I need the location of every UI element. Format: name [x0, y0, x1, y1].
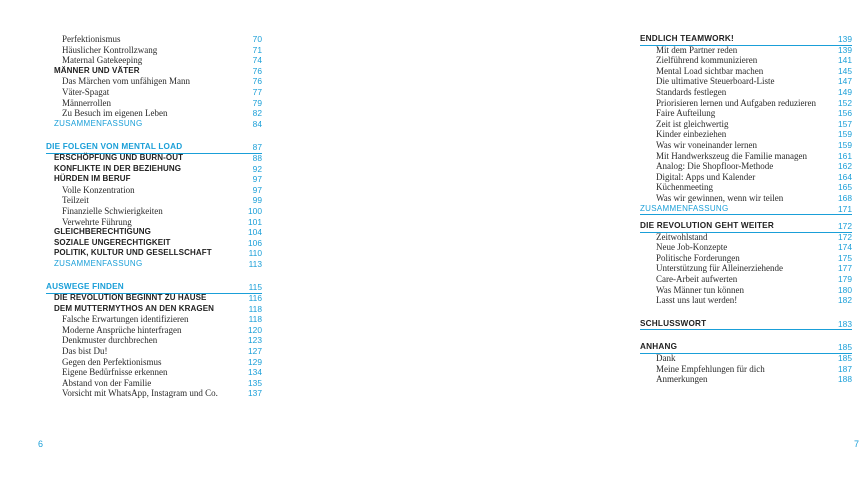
toc-entry-page: 110	[248, 248, 262, 259]
toc-entry-title: Zeitwohlstand	[656, 231, 708, 242]
toc-section-entry	[46, 282, 262, 293]
toc-gap	[46, 269, 262, 282]
toc-entry-title: Gegen den Perfektionismus	[62, 356, 162, 367]
toc-entry-title: POLITIK, KULTUR UND GESELLSCHAFT	[54, 248, 212, 258]
toc-entry-title: Finanzielle Schwierigkeiten	[62, 205, 163, 216]
toc-entry-title: Vorsicht mit WhatsApp, Instagram und Co.	[62, 388, 218, 399]
toc-section-entry	[640, 342, 852, 353]
toc-entry-page: 157	[838, 118, 852, 129]
toc-chapter-entry	[46, 248, 262, 259]
toc-entry-page: 185	[838, 342, 852, 353]
toc-subentry	[640, 353, 852, 364]
toc-entry-title: Unterstützung für Alleinerziehende	[656, 263, 783, 274]
toc-subentry	[640, 140, 852, 151]
toc-subentry	[46, 357, 262, 368]
toc-entry-title: Meine Empfehlungen für dich	[656, 363, 765, 374]
toc-subentry	[46, 45, 262, 56]
toc-chapter-entry	[46, 66, 262, 77]
toc-entry-page: 92	[252, 163, 262, 174]
toc-entry-page: 180	[838, 284, 852, 295]
toc-subentry	[46, 76, 262, 87]
toc-entry-title: Zielführend kommunizieren	[656, 55, 758, 66]
toc-section-entry	[640, 204, 852, 215]
toc-gap	[640, 329, 852, 342]
toc-entry-page: 182	[838, 295, 852, 306]
toc-subentry	[640, 76, 852, 87]
toc-entry-title: Perfektionismus	[62, 34, 121, 44]
toc-entry-title: Küchenmeeting	[656, 182, 713, 193]
toc-entry-page: 129	[248, 356, 262, 367]
toc-chapter-entry	[46, 164, 262, 175]
toc-entry-title: Abstand von der Familie	[62, 377, 152, 388]
toc-entry-page: 99	[252, 195, 262, 206]
toc-entry-title: Analog: Die Shopfloor-Methode	[656, 161, 774, 172]
toc-entry-page: 71	[252, 44, 262, 55]
toc-entry-title: Eigene Bedürfnisse erkennen	[62, 367, 168, 378]
toc-section-entry	[640, 34, 852, 45]
toc-entry-page: 152	[838, 97, 852, 108]
toc-entry-title: Mit Handwerkszeug die Familie managen	[656, 150, 807, 161]
toc-entry-title: Mit dem Partner reden	[656, 44, 738, 55]
toc-entry-title: Digital: Apps und Kalender	[656, 171, 756, 182]
toc-entry-title: Priorisieren lernen und Aufgaben reduzieren	[656, 97, 816, 108]
toc-entry-title: Falsche Erwartungen identifizieren	[62, 314, 189, 325]
toc-entry-page: 159	[838, 139, 852, 150]
toc-entry-page: 139	[838, 34, 852, 44]
toc-entry-title: Faire Aufteilung	[656, 108, 716, 119]
toc-entry-title: KONFLIKTE IN DER BEZIEHUNG	[54, 163, 182, 173]
toc-subentry	[46, 98, 262, 109]
toc-subentry	[640, 274, 852, 285]
toc-subentry	[46, 206, 262, 217]
toc-subentry	[46, 185, 262, 196]
toc-entry-title: HÜRDEN IM BERUF	[54, 174, 131, 184]
toc-entry-page: 77	[252, 86, 262, 97]
toc-chapter-entry	[46, 119, 262, 130]
toc-entry-page: 145	[838, 65, 852, 76]
toc-entry-page: 116	[248, 293, 262, 304]
toc-gap	[640, 214, 852, 221]
toc-entry-title: Zu Besuch im eigenen Leben	[62, 108, 168, 119]
toc-entry-title: Anmerkungen	[656, 374, 708, 385]
toc-entry-page: 172	[838, 221, 852, 232]
toc-entry-page: 165	[838, 182, 852, 193]
toc-entry-title: Volle Konzentration	[62, 184, 135, 195]
toc-entry-page: 183	[838, 318, 852, 329]
toc-entry-page: 159	[838, 129, 852, 140]
toc-entry-page: 137	[248, 388, 262, 399]
toc-entry-title: Die ultimative Steuerboard-Liste	[656, 76, 775, 87]
toc-entry-page: 79	[252, 97, 262, 108]
toc-entry-page: 161	[838, 150, 852, 161]
toc-entry-page: 141	[838, 55, 852, 66]
toc-entry-title: DEM MUTTERMYTHOS AN DEN KRAGEN	[54, 303, 215, 313]
toc-subentry	[46, 335, 262, 346]
toc-subentry	[640, 374, 852, 385]
toc-entry-page: 76	[252, 65, 262, 76]
toc-entry-page: 177	[838, 263, 852, 274]
toc-entry-title: Neue Job-Konzepte	[656, 242, 728, 253]
toc-entry-page: 87	[252, 142, 262, 153]
toc-subentry	[640, 285, 852, 296]
toc-entry-page: 97	[252, 184, 262, 195]
toc-entry-page: 147	[838, 76, 852, 87]
toc-entry-page: 168	[838, 192, 852, 203]
toc-subentry	[640, 119, 852, 130]
toc-entry-page: 185	[838, 353, 852, 364]
toc-subentry	[640, 108, 852, 119]
toc-section-entry	[640, 319, 852, 330]
toc-entry-page: 100	[248, 205, 262, 216]
toc-chapter-entry	[46, 259, 262, 270]
toc-entry-title: Verwehrte Führung	[62, 216, 132, 227]
toc-entry-title: Was wir gewinnen, wenn wir teilen	[656, 192, 784, 203]
toc-entry-page: 106	[248, 237, 262, 248]
toc-subentry	[46, 367, 262, 378]
toc-entry-page: 104	[248, 227, 262, 238]
toc-subentry	[640, 55, 852, 66]
toc-subentry	[46, 87, 262, 98]
toc-subentry	[46, 108, 262, 119]
toc-entry-page: 188	[838, 374, 852, 385]
toc-section-entry	[46, 142, 262, 153]
toc-entry-title: Moderne Ansprüche hinterfragen	[62, 324, 182, 335]
toc-entry-title: Zeit ist gleichwertig	[656, 118, 729, 129]
toc-entry-title: Das bist Du!	[62, 346, 108, 357]
toc-subentry	[46, 217, 262, 228]
toc-entry-title: DIE FOLGEN VON MENTAL LOAD	[46, 142, 183, 152]
toc-entry-title: Was Männer tun können	[656, 284, 745, 295]
toc-entry-page: 149	[838, 86, 852, 97]
toc-entry-page: 134	[248, 367, 262, 378]
toc-entry-title: Standards festlegen	[656, 86, 727, 97]
toc-entry-title: MÄNNER UND VÄTER	[54, 65, 140, 75]
toc-subentry	[640, 263, 852, 274]
toc-entry-page: 139	[838, 44, 852, 55]
toc-subentry	[640, 182, 852, 193]
toc-entry-title: GLEICHBERECHTIGUNG	[54, 227, 151, 237]
toc-entry-title: Das Märchen vom unfähigen Mann	[62, 76, 190, 87]
toc-subentry	[46, 388, 262, 399]
page-number-left: 6	[38, 439, 44, 449]
toc-chapter-entry	[46, 153, 262, 164]
toc-subentry	[46, 325, 262, 336]
toc-entry-title: Kinder einbeziehen	[656, 129, 727, 140]
toc-entry-title: DIE REVOLUTION GEHT WEITER	[640, 221, 774, 231]
toc-entry-page: 164	[838, 171, 852, 182]
toc-entry-page: 187	[838, 363, 852, 374]
toc-subentry	[640, 364, 852, 375]
toc-entry-title: ERSCHÖPFUNG UND BURN-OUT	[54, 152, 184, 162]
toc-entry-page: 162	[838, 161, 852, 172]
toc-entry-page: 172	[838, 231, 852, 242]
toc-entry-title: ENDLICH TEAMWORK!	[640, 34, 734, 43]
toc-entry-page: 179	[838, 274, 852, 285]
toc-entry-page: 123	[248, 335, 262, 346]
toc-subentry	[46, 378, 262, 389]
toc-entry-page: 76	[252, 76, 262, 87]
toc-entry-title: Häuslicher Kontrollzwang	[62, 44, 158, 55]
toc-entry-page: 115	[248, 282, 262, 293]
toc-chapter-entry	[46, 293, 262, 304]
toc-entry-title: Care-Arbeit aufwerten	[656, 274, 738, 285]
toc-entry-title: Was wir voneinander lernen	[656, 139, 757, 150]
toc-entry-page: 127	[248, 346, 262, 357]
toc-entry-page: 120	[248, 324, 262, 335]
toc-entry-title: Maternal Gatekeeping	[62, 55, 143, 66]
toc-gap	[46, 129, 262, 142]
toc-chapter-entry	[46, 174, 262, 185]
toc-entry-page: 174	[838, 242, 852, 253]
toc-gap	[640, 306, 852, 319]
page-number-right: 7	[854, 439, 859, 449]
toc-subentry	[640, 295, 852, 306]
toc-chapter-entry	[46, 304, 262, 315]
toc-subentry	[640, 129, 852, 140]
toc-entry-title: ZUSAMMENFASSUNG	[54, 258, 143, 268]
toc-chapter-entry	[46, 227, 262, 238]
toc-entry-page: 135	[248, 377, 262, 388]
toc-entry-page: 101	[248, 216, 262, 227]
toc-entry-title: Denkmuster durchbrechen	[62, 335, 158, 346]
toc-subentry	[640, 172, 852, 183]
toc-left	[46, 34, 262, 399]
left-page	[0, 0, 300, 478]
toc-entry-title: Männerrollen	[62, 97, 111, 108]
toc-entry-page: 88	[252, 152, 262, 163]
toc-entry-page: 84	[252, 118, 262, 129]
toc-entry-page: 82	[252, 108, 262, 119]
toc-subentry	[640, 242, 852, 253]
toc-subentry	[640, 151, 852, 162]
toc-chapter-entry	[46, 238, 262, 249]
toc-subentry	[640, 161, 852, 172]
toc-subentry	[640, 98, 852, 109]
toc-entry-title: Dank	[656, 353, 676, 364]
toc-subentry	[640, 66, 852, 77]
toc-subentry	[640, 193, 852, 204]
toc-subentry	[46, 195, 262, 206]
toc-entry-title: Väter-Spagat	[62, 86, 110, 97]
toc-entry-title: SCHLUSSWORT	[640, 318, 707, 328]
toc-subentry	[46, 34, 262, 45]
toc-entry-page: 70	[252, 34, 262, 44]
toc-entry-title: Lasst uns laut werden!	[656, 295, 738, 306]
toc-entry-title: ZUSAMMENFASSUNG	[640, 203, 729, 213]
toc-entry-title: Mental Load sichtbar machen	[656, 65, 764, 76]
toc-entry-title: AUSWEGE FINDEN	[46, 282, 124, 292]
toc-subentry	[46, 346, 262, 357]
right-page	[300, 0, 859, 478]
toc-subentry	[640, 87, 852, 98]
toc-entry-page: 171	[838, 203, 852, 214]
toc-entry-title: DIE REVOLUTION BEGINNT ZU HAUSE	[54, 293, 207, 303]
toc-subentry	[640, 232, 852, 243]
toc-entry-title: ZUSAMMENFASSUNG	[54, 118, 143, 128]
toc-entry-page: 118	[248, 303, 262, 314]
toc-subentry	[640, 45, 852, 56]
toc-entry-page: 156	[838, 108, 852, 119]
toc-entry-page: 74	[252, 55, 262, 66]
toc-entry-page: 175	[838, 252, 852, 263]
toc-entry-title: Teilzeit	[62, 195, 89, 206]
toc-entry-page: 113	[248, 258, 262, 269]
toc-entry-page: 118	[248, 314, 262, 325]
toc-subentry	[46, 55, 262, 66]
toc-right	[640, 34, 852, 385]
toc-entry-page: 97	[252, 174, 262, 185]
toc-subentry	[640, 253, 852, 264]
toc-entry-title: ANHANG	[640, 342, 678, 352]
toc-entry-title: Politische Forderungen	[656, 252, 740, 263]
toc-section-entry	[640, 221, 852, 232]
toc-subentry	[46, 314, 262, 325]
toc-entry-title: SOZIALE UNGERECHTIGKEIT	[54, 237, 171, 247]
